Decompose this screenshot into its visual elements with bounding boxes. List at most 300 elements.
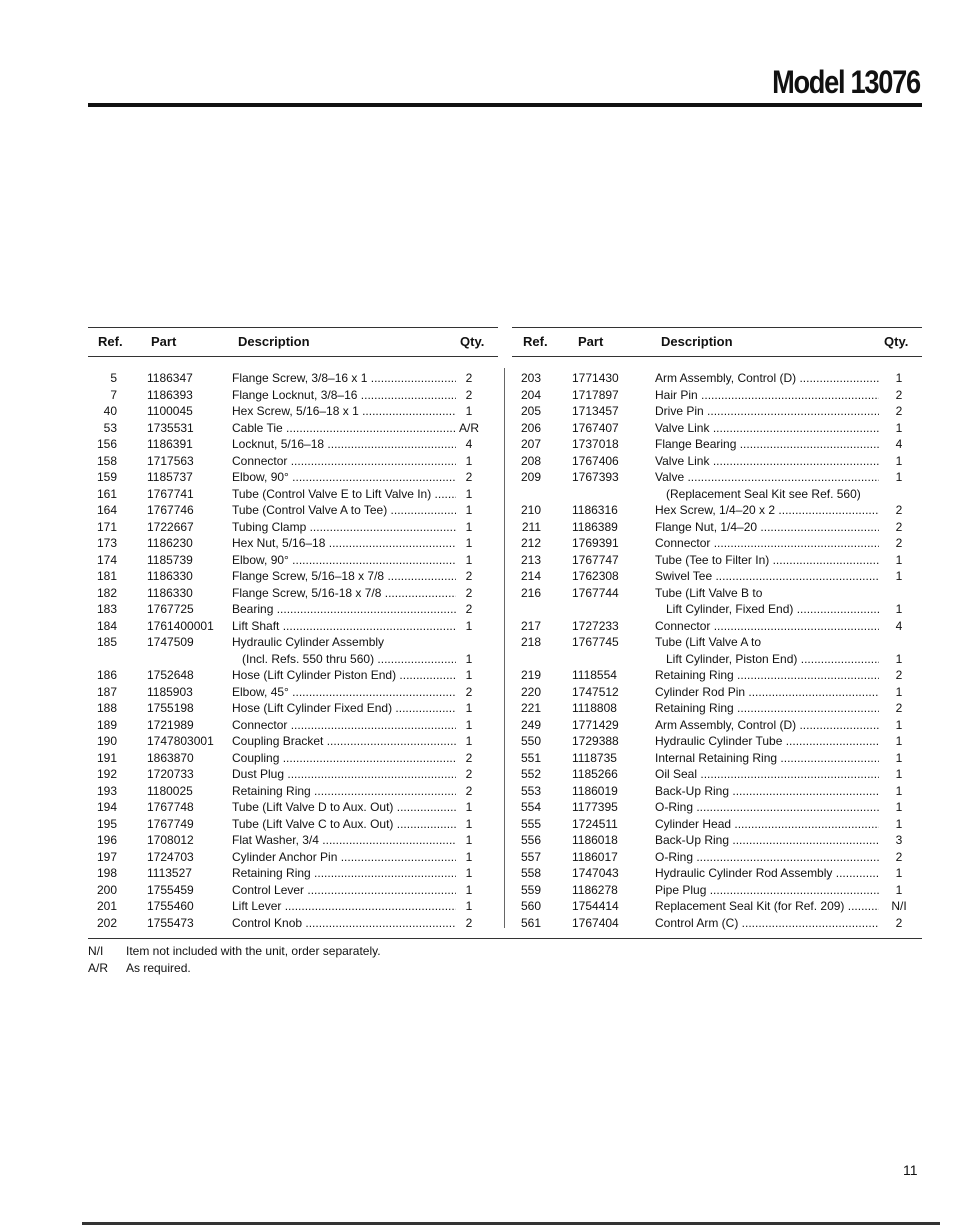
part-number-cell: 1118808 bbox=[572, 701, 617, 715]
part-number-cell: 1767749 bbox=[147, 816, 194, 831]
description-cell: Retaining Ring ..... bbox=[232, 865, 456, 881]
description-cell: Control Knob ..... bbox=[232, 915, 456, 931]
footnote-text: As required. bbox=[126, 961, 191, 975]
ref-cell: 40 bbox=[103, 404, 117, 418]
ref-cell: 204 bbox=[520, 387, 541, 402]
description-cell: Flange Screw, 5/16–18 x 7/8 ..... bbox=[232, 568, 456, 584]
part-number-cell: 1767725 bbox=[147, 602, 194, 616]
description-cell: Oil Seal ..... bbox=[655, 766, 879, 782]
part-number-cell: 1186330 bbox=[147, 585, 193, 600]
description-cell: Flange Screw, 5/16-18 x 7/8 ..... bbox=[232, 585, 456, 601]
ref-cell: 211 bbox=[521, 519, 541, 534]
description-cell: Connector ..... bbox=[232, 717, 456, 733]
quantity-cell: 1 bbox=[895, 602, 903, 616]
description-cell: Hose (Lift Cylinder Piston End) ..... bbox=[232, 667, 456, 683]
part-number-cell: 1724511 bbox=[572, 816, 618, 831]
parts-table-left bbox=[88, 327, 498, 931]
part-number-cell: 1721989 bbox=[147, 717, 194, 732]
quantity-cell: 2 bbox=[465, 569, 473, 583]
part-number-cell: 1747043 bbox=[572, 866, 619, 880]
ref-cell: 212 bbox=[520, 536, 541, 550]
quantity-cell: 1 bbox=[895, 569, 903, 583]
description-cell: Replacement Seal Kit (for Ref. 209) ..... bbox=[655, 898, 879, 914]
description-cell: Cylinder Head ..... bbox=[655, 816, 879, 832]
description-cell: Back-Up Ring ..... bbox=[655, 832, 879, 848]
ref-cell: 551 bbox=[520, 750, 541, 765]
part-number-cell: 1747512 bbox=[572, 684, 619, 699]
part-number-cell: 1185903 bbox=[147, 684, 193, 699]
ref-cell: 196 bbox=[96, 833, 117, 847]
description-cell: Retaining Ring ..... bbox=[232, 783, 456, 799]
table-row bbox=[512, 370, 922, 387]
table-row bbox=[88, 420, 498, 437]
part-number-cell: 1180025 bbox=[147, 783, 193, 798]
part-number-cell: 1755198 bbox=[147, 701, 194, 715]
quantity-cell: 2 bbox=[895, 404, 903, 418]
quantity-cell: 1 bbox=[895, 717, 903, 732]
part-number-cell: 1713457 bbox=[572, 404, 619, 418]
part-number-cell: 1767745 bbox=[572, 635, 619, 649]
description-cell: (Incl. Refs. 550 thru 560) ..... bbox=[242, 651, 456, 667]
title-rule bbox=[88, 103, 922, 107]
header-part: Part bbox=[151, 334, 177, 349]
ref-cell: 5 bbox=[110, 371, 117, 385]
description-cell: Tube (Lift Valve D to Aux. Out) ..... bbox=[232, 799, 456, 815]
description-cell: Hex Screw, 1/4–20 x 2 ..... bbox=[655, 502, 879, 518]
description-cell: Lift Shaft ..... bbox=[232, 618, 456, 634]
quantity-cell: 2 bbox=[465, 371, 473, 385]
table-row bbox=[512, 453, 922, 470]
table-row bbox=[512, 387, 922, 404]
table-row bbox=[512, 733, 922, 750]
quantity-cell: 1 bbox=[465, 404, 473, 418]
part-number-cell: 1729388 bbox=[572, 734, 619, 748]
ref-cell: 181 bbox=[96, 569, 117, 583]
ref-cell: 53 bbox=[103, 420, 117, 435]
quantity-cell: 1 bbox=[895, 651, 903, 666]
table-row bbox=[512, 766, 922, 783]
table-row bbox=[512, 882, 922, 899]
part-number-cell: 1767406 bbox=[572, 453, 619, 468]
table-row bbox=[512, 519, 922, 536]
description-cell: Coupling Bracket ..... bbox=[232, 733, 456, 749]
page-title: Model 13076 bbox=[772, 64, 920, 100]
table-row bbox=[88, 750, 498, 767]
part-number-cell: 1767748 bbox=[147, 800, 194, 814]
description-cell: Lift Cylinder, Piston End) ..... bbox=[666, 651, 879, 667]
ref-cell: 189 bbox=[96, 717, 117, 732]
quantity-cell: 1 bbox=[465, 552, 473, 567]
description-cell: Control Arm (C) ..... bbox=[655, 915, 879, 931]
table-row bbox=[88, 519, 498, 536]
part-number-cell: 1771429 bbox=[572, 717, 619, 732]
table-row bbox=[512, 832, 922, 849]
description-cell: Locknut, 5/16–18 ..... bbox=[232, 436, 456, 452]
description-cell: Tube (Control Valve A to Tee) ..... bbox=[232, 502, 456, 518]
description-cell: Arm Assembly, Control (D) ..... bbox=[655, 717, 879, 733]
description-cell: Coupling ..... bbox=[232, 750, 456, 766]
header-ref: Ref. bbox=[523, 334, 548, 349]
description-cell: Valve ..... bbox=[655, 469, 879, 485]
ref-cell: 158 bbox=[96, 453, 117, 468]
ref-cell: 220 bbox=[520, 684, 541, 699]
ref-cell: 202 bbox=[96, 915, 117, 930]
ref-cell: 192 bbox=[96, 767, 117, 781]
table-row bbox=[88, 832, 498, 849]
table-header bbox=[88, 327, 498, 357]
footnote-abbr: A/R bbox=[88, 961, 109, 975]
part-number-cell: 1727233 bbox=[572, 618, 619, 633]
part-number-cell: 1186330 bbox=[147, 569, 193, 583]
description-cell: Flange Nut, 1/4–20 ..... bbox=[655, 519, 879, 535]
table-row bbox=[512, 750, 922, 767]
ref-cell: 554 bbox=[520, 800, 541, 814]
ref-cell: 198 bbox=[96, 866, 117, 880]
table-body bbox=[512, 370, 922, 931]
header-part: Part bbox=[578, 334, 604, 349]
table-row bbox=[88, 849, 498, 866]
description-cell: Cable Tie ..... bbox=[232, 420, 456, 436]
part-number-cell: 1186278 bbox=[572, 882, 618, 897]
quantity-cell: 2 bbox=[895, 668, 903, 682]
table-body bbox=[88, 370, 498, 931]
description-cell: Cylinder Anchor Pin ..... bbox=[232, 849, 456, 865]
description-cell: Hex Screw, 5/16–18 x 1 ..... bbox=[232, 403, 456, 419]
quantity-cell: 2 bbox=[895, 519, 903, 534]
table-row bbox=[512, 799, 922, 816]
part-number-cell: 1771430 bbox=[572, 371, 619, 385]
description-cell: O-Ring ..... bbox=[655, 799, 879, 815]
quantity-cell: 4 bbox=[465, 437, 473, 451]
table-row bbox=[88, 568, 498, 585]
table-row bbox=[512, 552, 922, 569]
part-number-cell: 1708012 bbox=[147, 833, 194, 847]
part-number-cell: 1185737 bbox=[147, 470, 193, 484]
description-cell: Bearing ..... bbox=[232, 601, 456, 617]
description-cell: Swivel Tee ..... bbox=[655, 568, 879, 584]
description-cell: Tube (Lift Valve A to bbox=[655, 635, 762, 649]
ref-cell: 182 bbox=[96, 585, 117, 600]
table-row bbox=[512, 783, 922, 800]
ref-cell: 550 bbox=[520, 734, 541, 748]
table-row bbox=[88, 700, 498, 717]
table-row bbox=[88, 618, 498, 635]
description-cell: Back-Up Ring ..... bbox=[655, 783, 879, 799]
part-number-cell: 1186347 bbox=[147, 371, 193, 385]
part-number-cell: 1755460 bbox=[147, 899, 194, 913]
table-row bbox=[88, 403, 498, 420]
quantity-cell: 1 bbox=[465, 882, 473, 897]
part-number-cell: 1755459 bbox=[147, 882, 194, 897]
quantity-cell: 1 bbox=[465, 899, 473, 913]
part-number-cell: 1737018 bbox=[572, 437, 619, 451]
table-row bbox=[88, 799, 498, 816]
table-row bbox=[88, 915, 498, 932]
table-header bbox=[512, 327, 922, 357]
ref-cell: 249 bbox=[520, 717, 541, 732]
footer-rule bbox=[82, 1222, 940, 1225]
ref-cell: 217 bbox=[520, 618, 541, 633]
ref-cell: 552 bbox=[520, 767, 541, 781]
table-row bbox=[512, 667, 922, 684]
quantity-cell: 1 bbox=[895, 470, 903, 484]
part-number-cell: 1755473 bbox=[147, 915, 194, 930]
description-cell: Tube (Lift Valve C to Aux. Out) ..... bbox=[232, 816, 456, 832]
part-number-cell: 1762308 bbox=[572, 569, 619, 583]
table-row bbox=[88, 486, 498, 503]
table-row bbox=[512, 651, 922, 668]
table-row bbox=[88, 469, 498, 486]
part-number-cell: 1767407 bbox=[572, 420, 619, 435]
quantity-cell: 2 bbox=[465, 915, 473, 930]
table-bottom-rule bbox=[88, 938, 922, 939]
quantity-cell: 4 bbox=[895, 437, 903, 451]
ref-cell: 156 bbox=[96, 437, 117, 451]
footnote-abbr: N/I bbox=[88, 944, 104, 958]
ref-cell: 221 bbox=[520, 701, 541, 715]
quantity-cell: 1 bbox=[465, 800, 473, 814]
page-number: 11 bbox=[903, 1162, 918, 1178]
part-number-cell: 1747803001 bbox=[147, 734, 214, 748]
part-number-cell: 1186017 bbox=[572, 849, 618, 864]
part-number-cell: 1767393 bbox=[572, 470, 619, 484]
ref-cell: 187 bbox=[96, 684, 117, 699]
ref-cell: 183 bbox=[96, 602, 117, 616]
quantity-cell: 1 bbox=[465, 734, 473, 748]
quantity-cell: 1 bbox=[465, 453, 473, 468]
part-number-cell: 1767747 bbox=[572, 552, 619, 567]
table-row bbox=[88, 387, 498, 404]
ref-cell: 173 bbox=[96, 536, 117, 550]
description-cell: Connector ..... bbox=[655, 618, 879, 634]
quantity-cell: 1 bbox=[465, 849, 473, 864]
ref-cell: 197 bbox=[96, 849, 117, 864]
ref-cell: 164 bbox=[96, 503, 117, 517]
ref-cell: 218 bbox=[520, 635, 541, 649]
ref-cell: 185 bbox=[96, 635, 117, 649]
quantity-cell: 1 bbox=[465, 536, 473, 550]
quantity-cell: 1 bbox=[465, 503, 473, 517]
description-cell: Tube (Control Valve E to Lift Valve In) ..... bbox=[232, 486, 456, 502]
quantity-cell: 1 bbox=[895, 552, 903, 567]
description-cell: Hose (Lift Cylinder Fixed End) ..... bbox=[232, 700, 456, 716]
description-cell: Flange Locknut, 3/8–16 ..... bbox=[232, 387, 456, 403]
part-number-cell: 1186018 bbox=[572, 833, 618, 847]
description-cell: Valve Link ..... bbox=[655, 420, 879, 436]
quantity-cell: 1 bbox=[895, 420, 903, 435]
ref-cell: 213 bbox=[520, 552, 541, 567]
table-row bbox=[512, 717, 922, 734]
ref-cell: 159 bbox=[96, 470, 117, 484]
ref-cell: 195 bbox=[96, 816, 117, 831]
part-number-cell: 1735531 bbox=[147, 420, 194, 435]
table-row bbox=[88, 651, 498, 668]
table-row bbox=[88, 552, 498, 569]
part-number-cell: 1717897 bbox=[572, 387, 619, 402]
quantity-cell: 1 bbox=[895, 453, 903, 468]
ref-cell: 206 bbox=[520, 420, 541, 435]
description-cell: Elbow, 45° ..... bbox=[232, 684, 456, 700]
quantity-cell: 1 bbox=[895, 783, 903, 798]
table-row bbox=[512, 898, 922, 915]
ref-cell: 201 bbox=[96, 899, 117, 913]
description-cell: Lift Cylinder, Fixed End) ..... bbox=[666, 601, 879, 617]
ref-cell: 555 bbox=[520, 816, 541, 831]
quantity-cell: 1 bbox=[465, 668, 473, 682]
table-row bbox=[512, 684, 922, 701]
part-number-cell: 1186230 bbox=[147, 536, 193, 550]
part-number-cell: 1186316 bbox=[572, 503, 618, 517]
ref-cell: 558 bbox=[520, 866, 541, 880]
part-number-cell: 1767741 bbox=[147, 486, 194, 501]
table-row bbox=[512, 618, 922, 635]
quantity-cell: 1 bbox=[465, 833, 473, 847]
table-row bbox=[512, 469, 922, 486]
quantity-cell: 2 bbox=[895, 536, 903, 550]
ref-cell: 191 bbox=[96, 750, 117, 765]
description-cell: Lift Lever ..... bbox=[232, 898, 456, 914]
quantity-cell: 1 bbox=[465, 486, 473, 501]
description-cell: Hydraulic Cylinder Tube ..... bbox=[655, 733, 879, 749]
header-qty: Qty. bbox=[884, 334, 909, 349]
table-row bbox=[88, 733, 498, 750]
part-number-cell: 1724703 bbox=[147, 849, 194, 864]
part-number-cell: 1747509 bbox=[147, 635, 194, 649]
quantity-cell: 1 bbox=[895, 866, 903, 880]
description-cell: Tube (Tee to Filter In) ..... bbox=[655, 552, 879, 568]
description-cell: Retaining Ring ..... bbox=[655, 700, 879, 716]
part-number-cell: 1761400001 bbox=[147, 618, 214, 633]
ref-cell: 219 bbox=[520, 668, 541, 682]
quantity-cell: 2 bbox=[465, 684, 473, 699]
header-description: Description bbox=[238, 334, 310, 349]
part-number-cell: 1185266 bbox=[572, 767, 618, 781]
table-row bbox=[88, 502, 498, 519]
table-row bbox=[88, 667, 498, 684]
quantity-cell: 1 bbox=[895, 800, 903, 814]
description-cell: Drive Pin ..... bbox=[655, 403, 879, 419]
ref-cell: 556 bbox=[520, 833, 541, 847]
quantity-cell: 2 bbox=[465, 767, 473, 781]
part-number-cell: 1754414 bbox=[572, 899, 619, 913]
ref-cell: 193 bbox=[96, 783, 117, 798]
ref-cell: 553 bbox=[520, 783, 541, 798]
quantity-cell: 1 bbox=[465, 816, 473, 831]
description-cell: Elbow, 90° ..... bbox=[232, 469, 456, 485]
quantity-cell: 1 bbox=[895, 684, 903, 699]
description-cell: Internal Retaining Ring ..... bbox=[655, 750, 879, 766]
quantity-cell: 1 bbox=[895, 882, 903, 897]
quantity-cell: N/I bbox=[891, 899, 907, 913]
ref-cell: 216 bbox=[520, 585, 541, 600]
description-cell: Hydraulic Cylinder Assembly bbox=[232, 635, 385, 649]
table-row bbox=[512, 601, 922, 618]
description-cell: Elbow, 90° ..... bbox=[232, 552, 456, 568]
description-cell: Valve Link ..... bbox=[655, 453, 879, 469]
ref-cell: 190 bbox=[96, 734, 117, 748]
ref-cell: 557 bbox=[520, 849, 541, 864]
part-number-cell: 1100045 bbox=[147, 404, 193, 418]
ref-cell: 210 bbox=[520, 503, 541, 517]
quantity-cell: 2 bbox=[465, 783, 473, 798]
ref-cell: 188 bbox=[96, 701, 117, 715]
table-row bbox=[88, 865, 498, 882]
quantity-cell: 1 bbox=[465, 519, 473, 534]
quantity-cell: 2 bbox=[895, 387, 903, 402]
header-description: Description bbox=[661, 334, 733, 349]
quantity-cell: 1 bbox=[895, 371, 903, 385]
quantity-cell: 1 bbox=[895, 734, 903, 748]
table-row bbox=[88, 436, 498, 453]
part-number-cell: 1118554 bbox=[572, 668, 617, 682]
quantity-cell: 1 bbox=[465, 717, 473, 732]
part-number-cell: 1717563 bbox=[147, 453, 194, 468]
ref-cell: 184 bbox=[96, 618, 117, 633]
table-row bbox=[512, 403, 922, 420]
quantity-cell: 2 bbox=[895, 915, 903, 930]
quantity-cell: 2 bbox=[465, 387, 473, 402]
table-row bbox=[88, 783, 498, 800]
part-number-cell: 1722667 bbox=[147, 519, 194, 534]
table-row bbox=[512, 865, 922, 882]
quantity-cell: A/R bbox=[458, 420, 479, 435]
quantity-cell: 4 bbox=[895, 618, 903, 633]
ref-cell: 203 bbox=[520, 371, 541, 385]
part-number-cell: 1118735 bbox=[572, 750, 617, 765]
table-row bbox=[512, 700, 922, 717]
description-cell: Connector ..... bbox=[232, 453, 456, 469]
table-row bbox=[512, 915, 922, 932]
description-cell: Hydraulic Cylinder Rod Assembly ..... bbox=[655, 865, 879, 881]
description-cell: Pipe Plug ..... bbox=[655, 882, 879, 898]
table-row bbox=[512, 502, 922, 519]
ref-cell: 171 bbox=[96, 519, 117, 534]
part-number-cell: 1769391 bbox=[572, 536, 619, 550]
part-number-cell: 1186391 bbox=[147, 437, 193, 451]
description-cell: Flange Screw, 3/8–16 x 1 ..... bbox=[232, 370, 456, 386]
part-number-cell: 1185739 bbox=[147, 552, 193, 567]
description-cell: Retaining Ring ..... bbox=[655, 667, 879, 683]
description-cell: Dust Plug ..... bbox=[232, 766, 456, 782]
description-cell: Arm Assembly, Control (D) ..... bbox=[655, 370, 879, 386]
table-row bbox=[512, 420, 922, 437]
table-row bbox=[512, 585, 922, 602]
table-row bbox=[512, 634, 922, 651]
ref-cell: 559 bbox=[520, 882, 541, 897]
ref-cell: 7 bbox=[110, 387, 117, 402]
ref-cell: 161 bbox=[96, 486, 117, 501]
ref-cell: 200 bbox=[96, 882, 117, 897]
quantity-cell: 1 bbox=[895, 767, 903, 781]
table-row bbox=[88, 535, 498, 552]
part-number-cell: 1177395 bbox=[572, 800, 618, 814]
part-number-cell: 1186393 bbox=[147, 387, 193, 402]
description-cell: Flat Washer, 3/4 ..... bbox=[232, 832, 456, 848]
description-cell: Flange Bearing ..... bbox=[655, 436, 879, 452]
ref-cell: 207 bbox=[520, 437, 541, 451]
table-row bbox=[88, 766, 498, 783]
quantity-cell: 2 bbox=[465, 750, 473, 765]
table-row bbox=[88, 717, 498, 734]
table-row bbox=[512, 849, 922, 866]
part-number-cell: 1113527 bbox=[147, 866, 192, 880]
part-number-cell: 1767744 bbox=[572, 585, 619, 600]
description-cell: Hair Pin ..... bbox=[655, 387, 879, 403]
description-cell: Connector ..... bbox=[655, 535, 879, 551]
footnote-text: Item not included with the unit, order separately. bbox=[126, 944, 381, 958]
ref-cell: 186 bbox=[96, 668, 117, 682]
description-cell: Tubing Clamp ..... bbox=[232, 519, 456, 535]
